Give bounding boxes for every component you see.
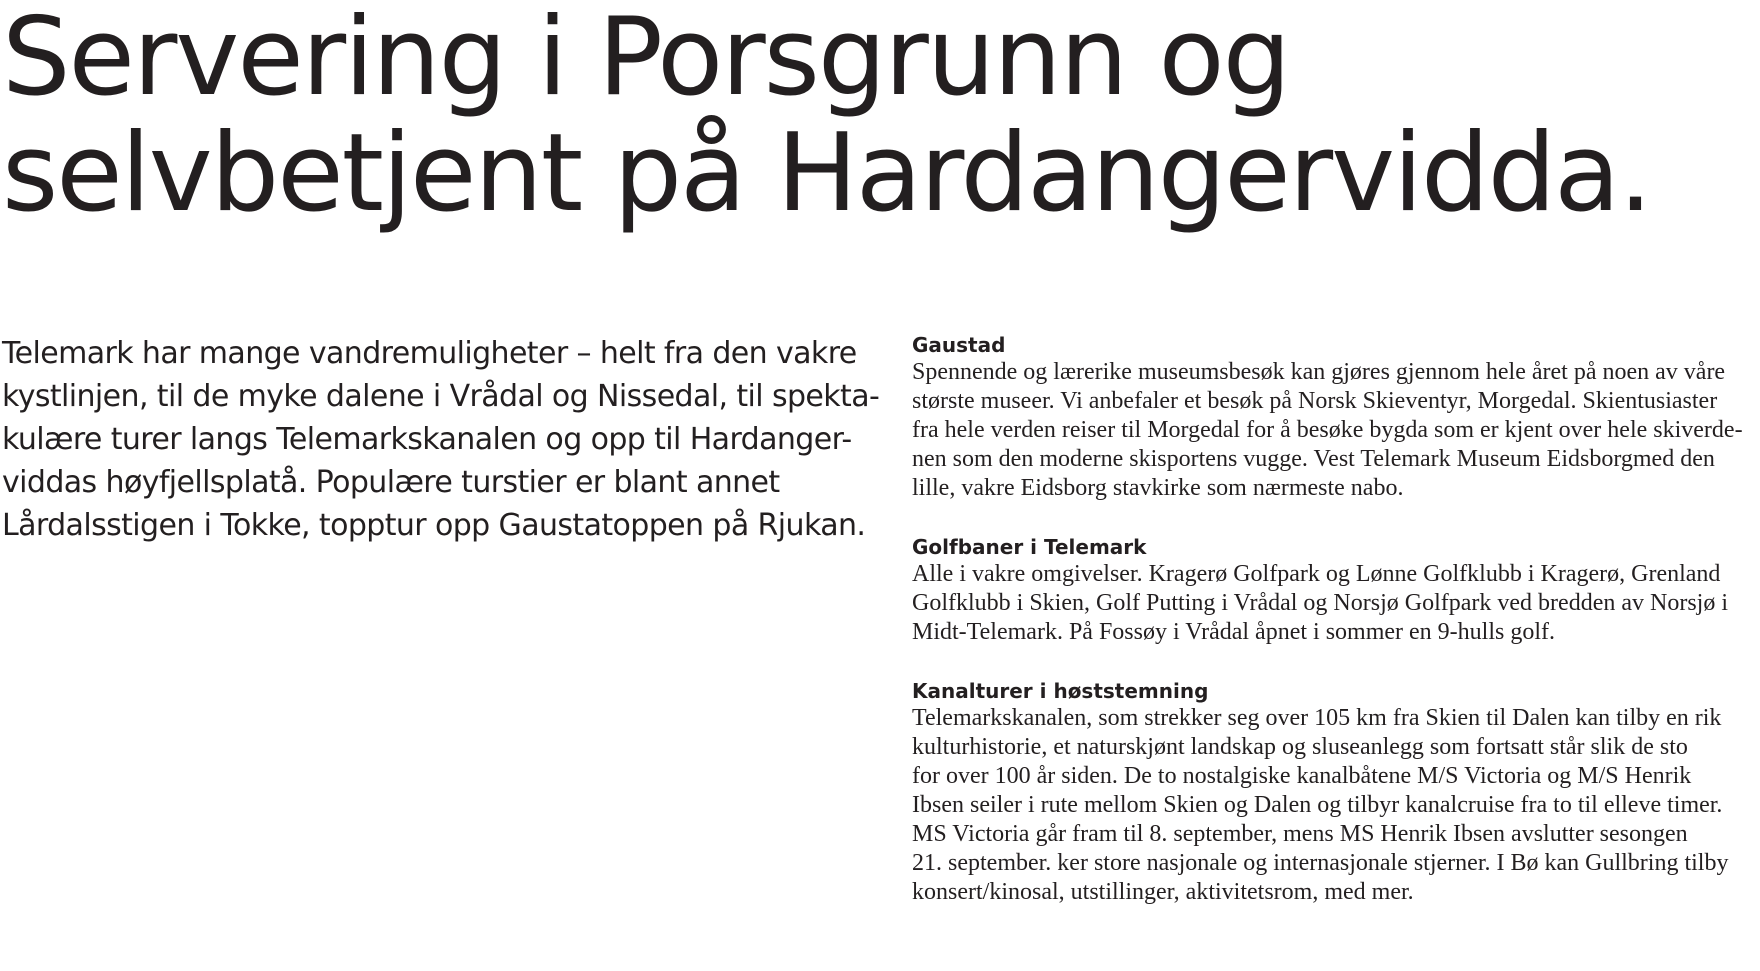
body-line: lille, vakre Eidsborg stavkirke som nærmeste nabo. — [912, 475, 1404, 501]
body-line: konsert/kinosal, utstillinger, aktivitetsrom, med mer. — [912, 879, 1414, 905]
section-title: Kanalturer i høststemning — [912, 679, 1209, 703]
body-line: Telemarkskanalen, som strekker seg over 105 km fra Skien til Dalen kan tilby en rik — [912, 705, 1722, 731]
intro-paragraph — [2, 332, 880, 547]
intro-line: Telemark har mange vandremuligheter – helt fra den vakre — [2, 336, 857, 371]
intro-line: Lårdalsstigen i Tokke, topptur opp Gaustatoppen på Rjukan. — [2, 508, 866, 543]
section-gaustad — [912, 332, 1760, 503]
body-line: Spennende og lærerike museumsbesøk kan gjøres gjennom hele året på noen av våre — [912, 359, 1726, 385]
section-body — [912, 560, 1760, 647]
section-body — [912, 704, 1760, 907]
section-kanalturer — [912, 678, 1760, 907]
body-line: MS Victoria går fram til 8. september, mens MS Henrik Ibsen avslutter sesongen — [912, 821, 1688, 847]
page-headline — [2, 0, 1651, 236]
section-body — [912, 358, 1760, 503]
body-line: fra hele verden reiser til Morgedal for å besøke bygda som er kjent over hele skiverde- — [912, 417, 1743, 443]
headline-line-1: Servering i Porsgrunn og — [2, 0, 1290, 120]
body-line: Golfklubb i Skien, Golf Putting i Vrådal og Norsjø Golfpark ved bredden av Norsjø i — [912, 590, 1728, 616]
body-line: Midt-Telemark. På Fossøy i Vrådal åpnet i sommer en 9-hulls golf. — [912, 619, 1555, 645]
section-golf — [912, 534, 1760, 647]
body-line: største museer. Vi anbefaler et besøk på Norsk Skieventyr, Morgedal. Skientusiaster — [912, 388, 1718, 414]
body-line: Ibsen seiler i rute mellom Skien og Dalen og tilbyr kanalcruise fra to til elleve timer. — [912, 792, 1723, 818]
intro-line: kulære turer langs Telemarkskanalen og opp til Hardanger- — [2, 422, 852, 457]
body-line: Alle i vakre omgivelser. Kragerø Golfpark og Lønne Golfklubb i Kragerø, Grenland — [912, 561, 1721, 587]
intro-line: kystlinjen, til de myke dalene i Vrådal og Nissedal, til spekta- — [2, 379, 880, 414]
body-line: kulturhistorie, et naturskjønt landskap og sluseanlegg som fortsatt står slik de sto — [912, 734, 1688, 760]
body-line: nen som den moderne skisportens vugge. Vest Telemark Museum Eidsborgmed den — [912, 446, 1715, 472]
body-line: for over 100 år siden. De to nostalgiske kanalbåtene M/S Victoria og M/S Henrik — [912, 763, 1692, 789]
section-title: Golfbaner i Telemark — [912, 535, 1147, 559]
section-title: Gaustad — [912, 333, 1006, 357]
headline-line-2: selvbetjent på Hardangervidda. — [2, 111, 1651, 236]
body-line: 21. september. ker store nasjonale og internasjonale stjerner. I Bø kan Gullbring tilby — [912, 850, 1729, 876]
intro-line: viddas høyfjellsplatå. Populære turstier er blant annet — [2, 465, 780, 500]
